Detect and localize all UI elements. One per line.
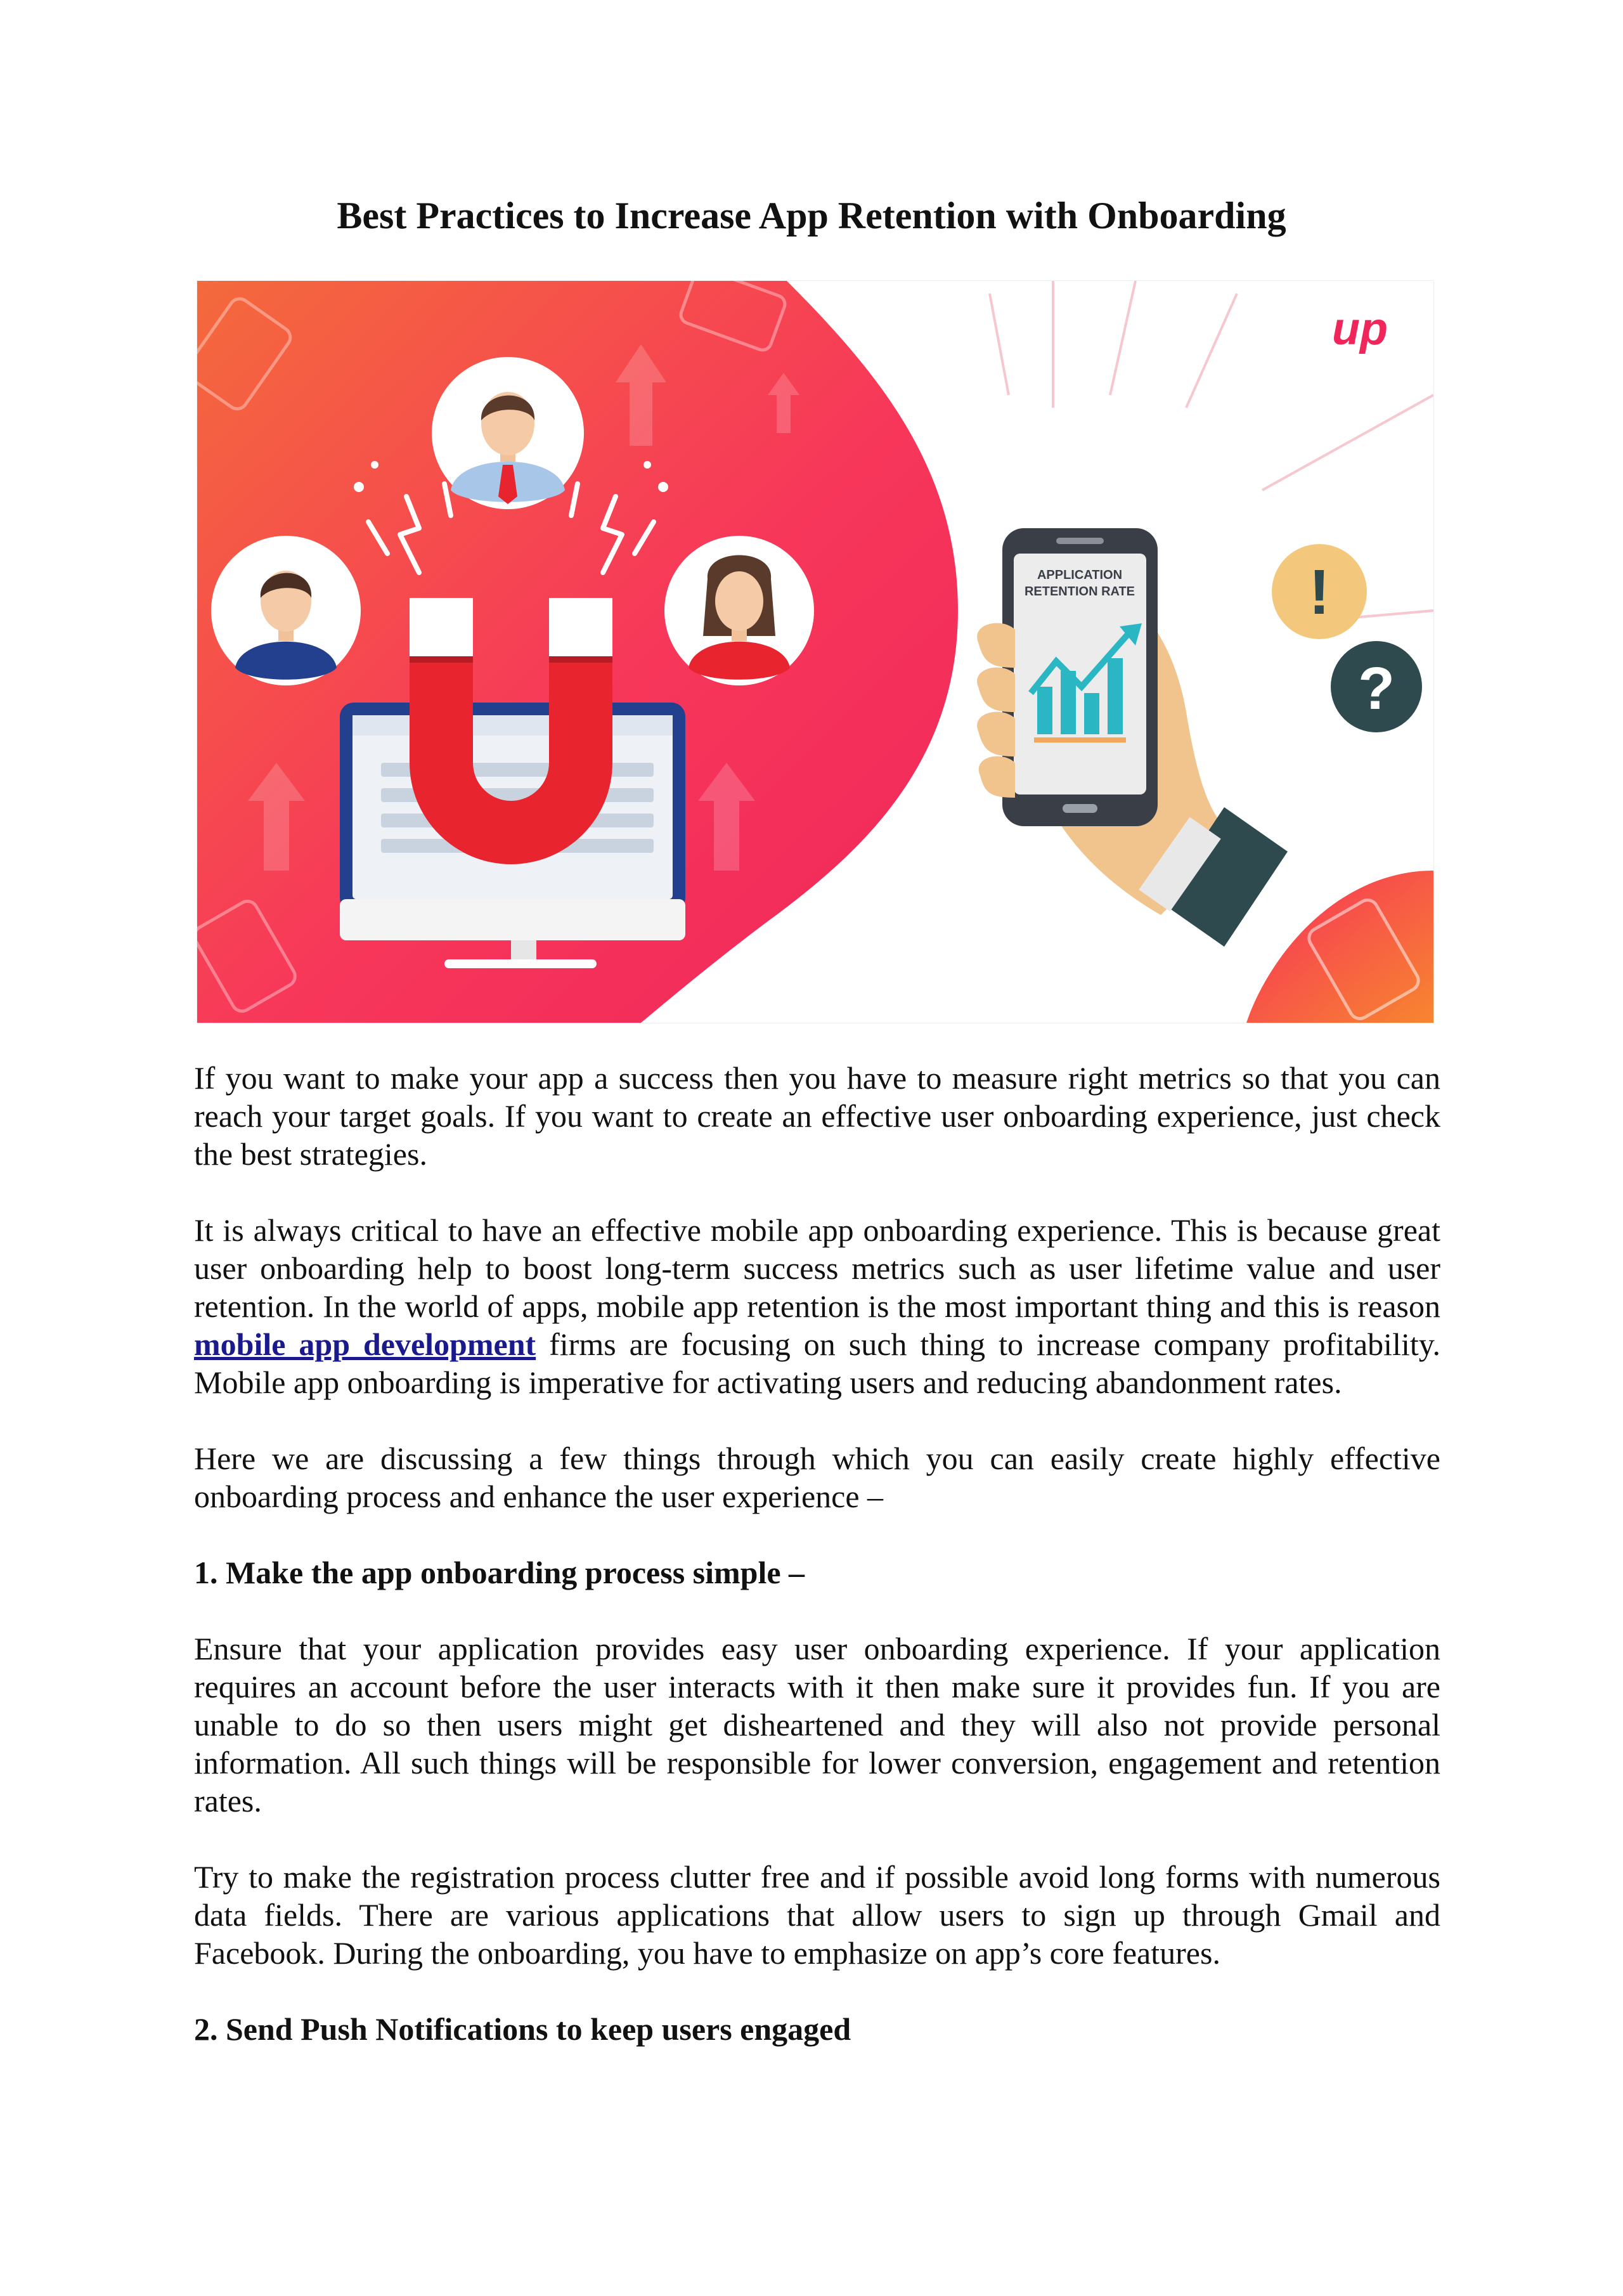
- svg-text:!: !: [1309, 557, 1330, 628]
- svg-text:?: ?: [1357, 655, 1395, 722]
- paragraph-registration: Try to make the registration process clutter free and if possible avoid long forms with numerous data fields. There are various applications that allow users to sign up through Gmail and Facebook. During the onboarding, you have to emphasize on app’s core features.: [194, 1859, 1440, 1971]
- question-badge-icon: [1331, 641, 1422, 732]
- paragraph-onboarding-importance: [194, 1211, 1440, 1401]
- paragraph-discussion-intro: Here we are discussing a few things through which you can easily create highly effective onboarding process and enhance the user experience –: [194, 1441, 1440, 1514]
- corner-blob: [1246, 871, 1433, 1023]
- avatar-female: [664, 536, 814, 685]
- mobile-app-development-link[interactable]: mobile app development: [194, 1326, 536, 1362]
- hand-holding-phone: [977, 528, 1288, 947]
- paragraph-text: It is always critical to have an effective mobile app onboarding experience. This is because great user onboarding help to boost long-term success metrics such as user lifetime value and user retention. In the world of apps, mobile app retention is the most important thing and this is reason: [194, 1212, 1440, 1324]
- hero-illustration: [197, 280, 1434, 1023]
- avatar-male-tie: [432, 357, 584, 509]
- article-body: [194, 1059, 1440, 2086]
- section-heading-1: 1. Make the app onboarding process simple –: [194, 1555, 805, 1590]
- phone-screen-title-line2: RETENTION RATE: [1024, 585, 1135, 599]
- exclamation-badge-icon: [1272, 544, 1367, 639]
- phone-screen-title-line1: APPLICATION: [1037, 568, 1123, 582]
- document-title: Best Practices to Increase App Retention with Onboarding: [337, 195, 1286, 237]
- paragraph-simple-onboarding: Ensure that your application provides easy user onboarding experience. If your application requires an account before the user interacts with it then make sure it provides fun. If you are unable to do so then users might get disheartened and they will also not provide personal information. All such things will be responsible for lower conversion, engagement and retention rates.: [194, 1631, 1440, 1819]
- paragraph-text: firms are focusing on such thing to increase company profitability. Mobile app onboarding is imperative for activating users and reducing abandonment rates.: [194, 1326, 1440, 1400]
- avatar-male: [211, 536, 361, 685]
- brand-logo: up: [1332, 304, 1388, 354]
- intro-paragraph: If you want to make your app a success then you have to measure right metrics so that you can reach your target goals. If you want to create an effective user onboarding experience, just check the best strategies.: [194, 1060, 1440, 1172]
- section-heading-2: 2. Send Push Notifications to keep users engaged: [194, 2011, 851, 2047]
